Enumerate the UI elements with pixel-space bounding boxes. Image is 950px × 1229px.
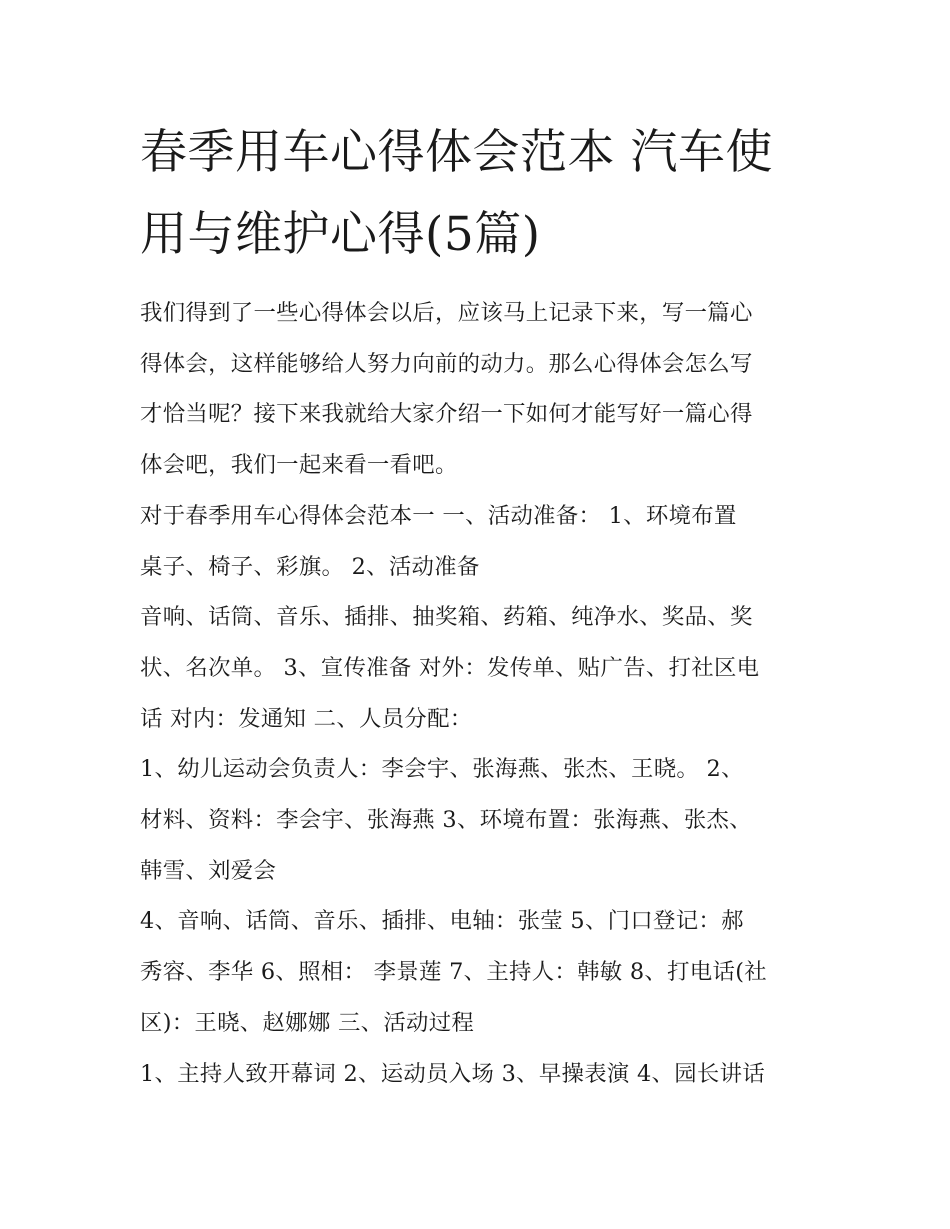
text-line: 音响、话筒、音乐、插排、抽奖箱、药箱、纯净水、奖品、奖 — [140, 604, 753, 631]
activity-process-paragraph — [140, 1049, 820, 1100]
text-line: 桌子、椅子、彩旗。 2、活动准备 — [140, 553, 480, 580]
text-line: 秀容、李华 6、照相： 李景莲 7、主持人：韩敏 8、打电话(社 — [140, 959, 767, 986]
title-line: 春季用车心得体会范本 汽车使 — [140, 125, 773, 180]
title-line: 用与维护心得(5篇) — [140, 207, 541, 262]
staff-assignment-paragraph — [140, 744, 820, 896]
text-line: 我们得到了一些心得体会以后，应该马上记录下来，写一篇心 — [140, 300, 753, 326]
text-line: 1、主持人致开幕词 2、运动员入场 3、早操表演 4、园长讲话 — [140, 1060, 766, 1087]
duties-paragraph — [140, 896, 820, 1048]
text-line: 韩雪、刘爱会 — [140, 857, 277, 884]
text-line: 1、幼儿运动会负责人：李会宇、张海燕、张杰、王晓。 2、 — [140, 756, 744, 783]
document-title — [140, 112, 820, 276]
intro-paragraph — [140, 288, 820, 491]
supplies-paragraph — [140, 592, 820, 744]
text-line: 4、音响、话筒、音乐、插排、电轴：张莹 5、门口登记：郝 — [140, 908, 744, 935]
activity-preparation-paragraph — [140, 491, 820, 592]
text-line: 对于春季用车心得体会范本一 一、活动准备： 1、环境布置 — [140, 502, 737, 529]
text-line: 才恰当呢？接下来我就给大家介绍一下如何才能写好一篇心得 — [140, 401, 753, 428]
document-body — [140, 288, 820, 1099]
document-page — [140, 112, 820, 1099]
text-line: 得体会，这样能够给人努力向前的动力。那么心得体会怎么写 — [140, 350, 753, 377]
text-line: 话 对内：发通知 二、人员分配： — [140, 705, 473, 732]
text-line: 体会吧，我们一起来看一看吧。 — [140, 452, 458, 479]
text-line: 状、名次单。 3、宣传准备 对外：发传单、贴广告、打社区电 — [140, 654, 760, 681]
text-line: 材料、资料：李会宇、张海燕 3、环境布置：张海燕、张杰、 — [140, 807, 752, 834]
text-line: 区)：王晓、赵娜娜 三、活动过程 — [140, 1009, 475, 1036]
